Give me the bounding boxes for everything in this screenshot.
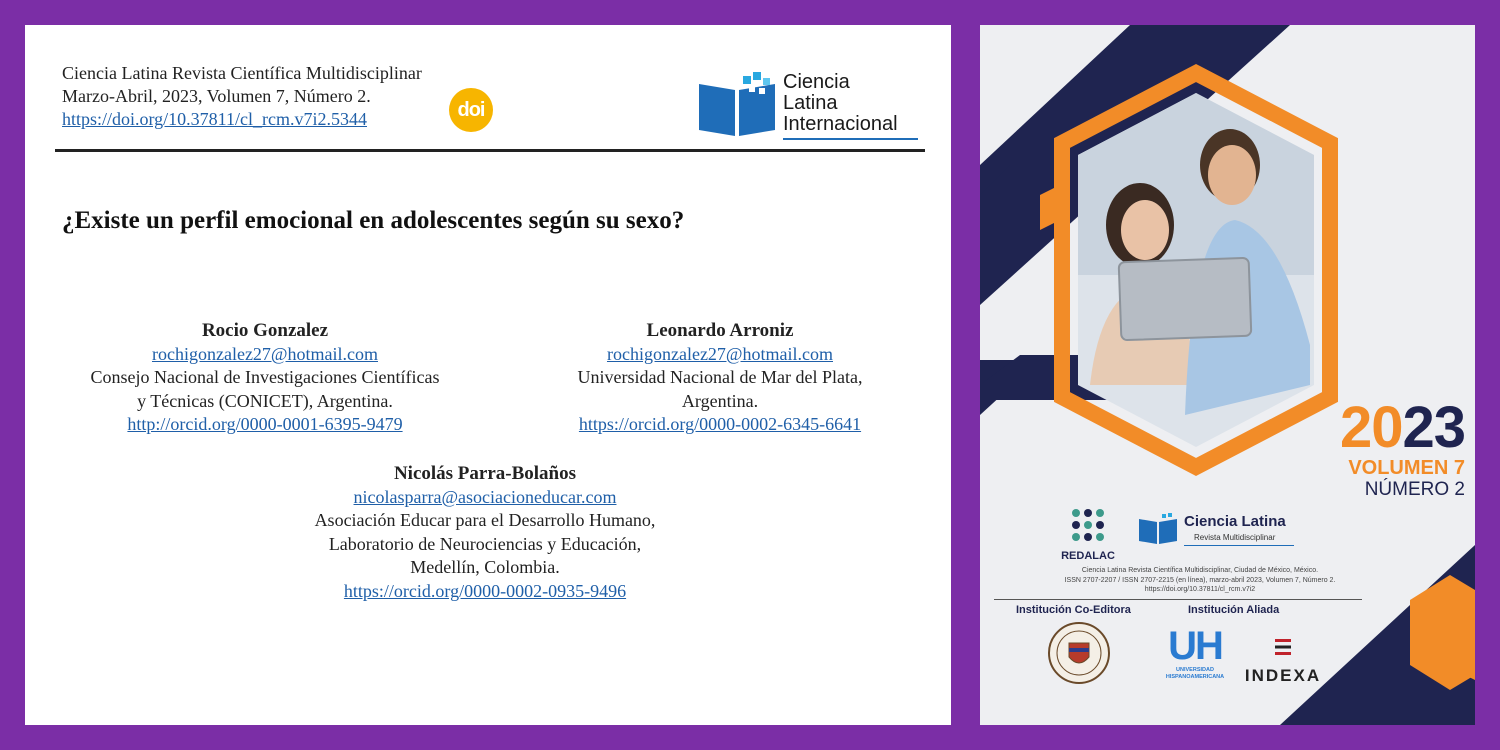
author-email[interactable]: rochigonzalez27@hotmail.com xyxy=(151,343,378,364)
author-affiliation: y Técnicas (CONICET), Argentina. xyxy=(137,390,393,411)
journal-name: Ciencia Latina Revista Científica Multidisciplinar xyxy=(62,63,422,83)
ciencia-latina-logo xyxy=(697,72,922,142)
cover-year: 2023 xyxy=(1339,395,1465,460)
logo-underline xyxy=(783,138,918,140)
redalac-logo: REDALAC xyxy=(1058,507,1118,562)
author-affiliation: Laboratorio de Neurociencias y Educación, xyxy=(328,533,642,554)
author-affiliation: Argentina. xyxy=(681,390,759,411)
author-affiliation: Asociación Educar para el Desarrollo Humano, xyxy=(314,510,656,530)
indexa-icon xyxy=(1273,637,1293,657)
article-page xyxy=(25,25,951,725)
article-title: ¿Existe un perfil emocional en adolescentes según su sexo? xyxy=(62,207,685,234)
doi-link[interactable]: https://doi.org/10.37811/cl_rcm.v7i2.5344 xyxy=(62,109,367,129)
author-orcid[interactable]: https://orcid.org/0000-0002-0935-9496 xyxy=(343,580,627,601)
author-affiliation: Universidad Nacional de Mar del Plata, xyxy=(577,367,863,387)
author-block-1 xyxy=(45,319,485,437)
author-name: Leonardo Arroniz xyxy=(646,320,794,341)
co-editora-label: Institución Co-Editora xyxy=(1016,604,1131,616)
author-orcid[interactable]: http://orcid.org/0000-0001-6395-9479 xyxy=(127,414,403,434)
cover-publication-info: Ciencia Latina Revista Científica Multidisciplinar, Ciudad de México, México. ISSN 2707-2207 / ISSN 2707-2215 (en línea), marzo-abril 2023, Volumen 7, Número 2. https://doi.org/10.37811/cl_rcm.v7i2 xyxy=(1064,567,1336,593)
author-email[interactable]: rochigonzalez27@hotmail.com xyxy=(606,343,833,364)
redalac-dots-icon xyxy=(1068,507,1108,543)
author-name: Rocio Gonzalez xyxy=(201,320,329,341)
author-affiliation: Medellín, Colombia. xyxy=(410,557,560,577)
author-affiliation: Consejo Nacional de Investigaciones Científicas xyxy=(90,367,440,387)
university-seal-icon xyxy=(1047,621,1111,685)
logo-text: Ciencia Latina Internacional xyxy=(783,71,898,135)
uh-logo: UH UNIVERSIDAD HISPANOAMERICANA xyxy=(1165,624,1225,680)
cover-volume: VOLUMEN 7 xyxy=(1348,457,1465,479)
indexa-logo: INDEXA xyxy=(1238,637,1328,686)
open-book-icon xyxy=(1138,513,1180,545)
author-email[interactable]: nicolasparra@asociacioneducar.com xyxy=(353,486,617,507)
journal-header xyxy=(62,62,422,131)
cover-number: NÚMERO 2 xyxy=(1364,479,1465,500)
aliada-label: Institución Aliada xyxy=(1188,604,1280,616)
journal-cover xyxy=(980,25,1475,725)
author-block-3 xyxy=(235,462,735,603)
author-block-2 xyxy=(520,319,920,437)
cover-graphic xyxy=(980,25,1475,725)
ciencia-latina-cover-logo: Ciencia Latina Revista Multidisciplinar xyxy=(1138,513,1298,553)
journal-issue: Marzo-Abril, 2023, Volumen 7, Número 2. xyxy=(62,86,371,106)
open-book-icon xyxy=(697,72,779,138)
header-divider xyxy=(55,149,925,152)
author-orcid[interactable]: https://orcid.org/0000-0002-6345-6641 xyxy=(578,414,862,434)
doi-logo-icon: doi xyxy=(449,88,493,132)
cover-divider xyxy=(994,599,1362,600)
author-name: Nicolás Parra-Bolaños xyxy=(393,463,577,484)
